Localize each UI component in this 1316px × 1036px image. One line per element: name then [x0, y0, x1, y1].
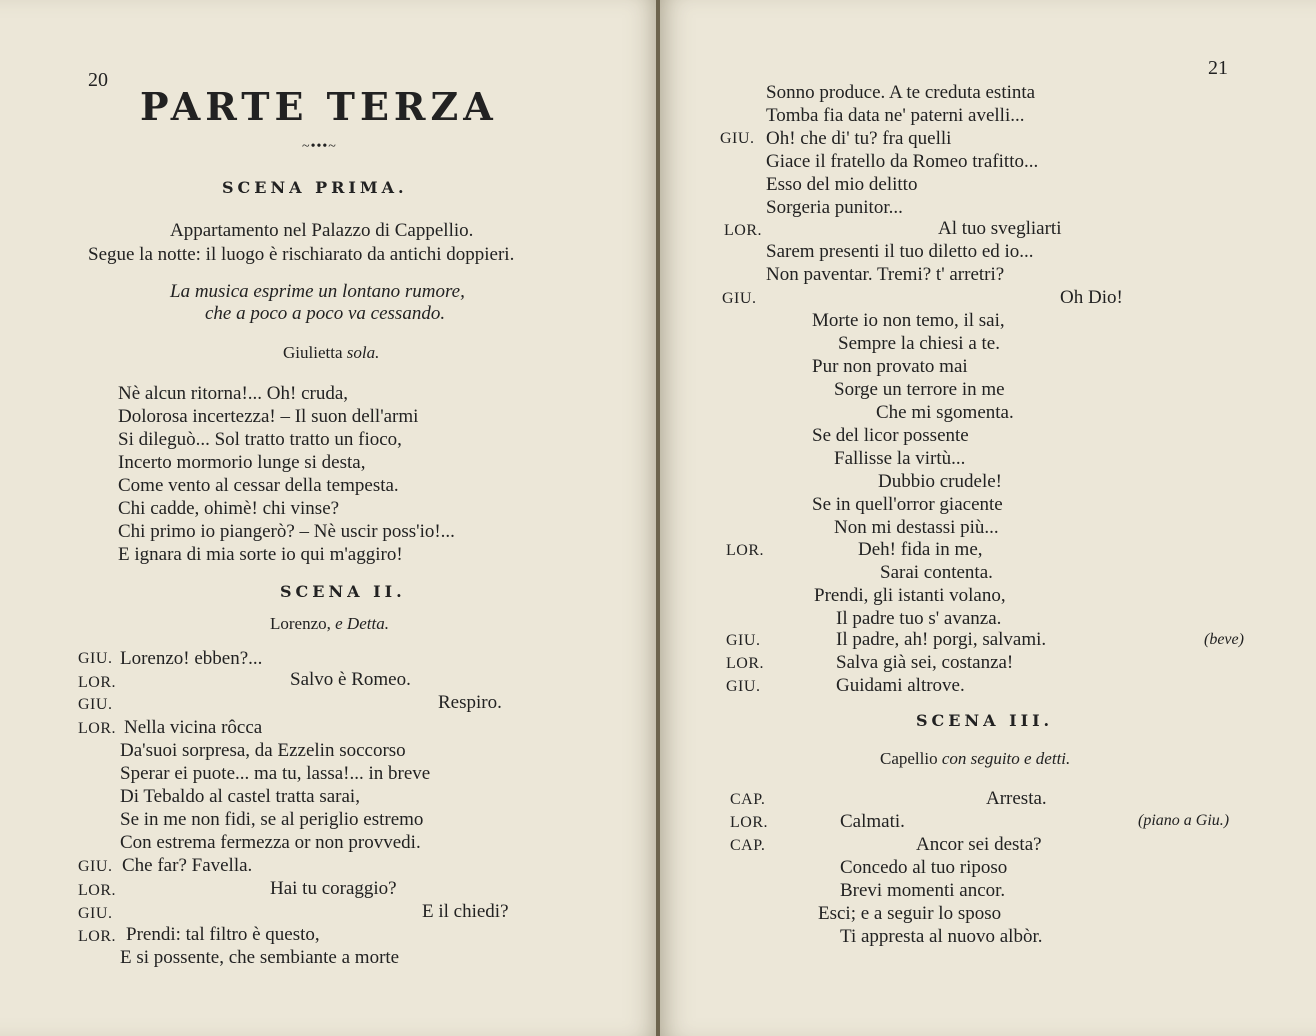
dialogue-line: Ti appresta al nuovo albòr. [840, 926, 1043, 947]
stage-direction: La musica esprime un lontano rumore, [170, 281, 465, 302]
dialogue-line: Di Tebaldo al castel tratta sarai, [120, 786, 360, 807]
dialogue-line: Brevi momenti ancor. [840, 880, 1006, 901]
dialogue-line: Arresta. [986, 788, 1047, 809]
speaker-label: CAP. [730, 791, 766, 808]
dialogue-line: Esci; e a seguir lo sposo [818, 903, 1002, 924]
title-ornament: ~•••~ [302, 139, 337, 154]
dialogue-line: Che mi sgomenta. [876, 402, 1014, 423]
speaker-label: CAP. [730, 837, 766, 854]
speaker-label: LOR. [726, 542, 764, 559]
character-name: Capellio [880, 749, 938, 768]
dialogue-line: Oh! che di' tu? fra quelli [766, 128, 952, 149]
dialogue-line: Pur non provato mai [812, 356, 968, 377]
dialogue-line: Il padre, ah! porgi, salvami. [836, 629, 1047, 650]
dialogue-line: Non paventar. Tremi? t' arretri? [766, 264, 1005, 285]
speaker-label: LOR. [726, 655, 764, 672]
character-note: con seguito e detti. [941, 749, 1071, 768]
speaker-label: GIU. [726, 632, 761, 649]
speaker-label: LOR. [78, 928, 116, 945]
character-note: e Detta. [335, 614, 389, 633]
dialogue-line: Sonno produce. A te creduta estinta [766, 82, 1036, 103]
dialogue-line: Sempre la chiesi a te. [838, 333, 1000, 354]
dialogue-line: Nella vicina rôcca [124, 717, 263, 738]
speaker-label: LOR. [78, 674, 116, 691]
speaker-label: GIU. [78, 858, 113, 875]
dialogue-line: Che far? Favella. [122, 855, 253, 876]
dialogue-line: Se del licor possente [812, 425, 969, 446]
dialogue-line: E il chiedi? [422, 901, 509, 922]
dialogue-line: Da'suoi sorpresa, da Ezzelin soccorso [120, 740, 406, 761]
dialogue-line: Al tuo svegliarti [938, 218, 1062, 239]
dialogue-line: Il padre tuo s' avanza. [836, 608, 1002, 629]
stage-setting: Appartamento nel Palazzo di Cappellio. [170, 220, 474, 241]
dialogue-line: Giace il fratello da Romeo trafitto... [766, 151, 1039, 172]
verse-line: Chi primo io piangerò? – Nè uscir poss'io!... [118, 521, 455, 542]
right-page [660, 0, 1316, 1036]
dialogue-line: Con estrema fermezza or non provvedi. [120, 832, 421, 853]
character-name: Lorenzo, [270, 614, 331, 633]
character-note: sola. [346, 343, 380, 362]
dialogue-line: Sarai contenta. [880, 562, 993, 583]
verse-line: Chi cadde, ohimè! chi vinse? [118, 498, 340, 519]
stage-direction: che a poco a poco va cessando. [205, 303, 446, 324]
dialogue-line: Se in quell'orror giacente [812, 494, 1003, 515]
speaker-label: LOR. [78, 720, 116, 737]
verse-line: Nè alcun ritorna!... Oh! cruda, [118, 383, 349, 404]
dialogue-line: Salva già sei, costanza! [836, 652, 1014, 673]
stage-setting: Segue la notte: il luogo è rischiarato da antichi doppieri. [88, 244, 515, 265]
speaker-label: GIU. [722, 290, 757, 307]
verse-line: Si dileguò... Sol tratto tratto un fioco, [118, 429, 402, 450]
scene-heading: SCENA II. [280, 582, 406, 601]
stage-direction: (beve) [1204, 631, 1244, 648]
speaker-label: GIU. [720, 130, 755, 147]
dialogue-line: Sorge un terrore in me [834, 379, 1005, 400]
dialogue-line: Ancor sei desta? [916, 834, 1042, 855]
character-list [880, 750, 1070, 767]
dialogue-line: Prendi: tal filtro è questo, [126, 924, 320, 945]
dialogue-line: Respiro. [438, 692, 502, 713]
speaker-label: GIU. [726, 678, 761, 695]
dialogue-line: Sarem presenti il tuo diletto ed io... [766, 241, 1034, 262]
speaker-label: GIU. [78, 650, 113, 667]
dialogue-line: Lorenzo! ebben?... [120, 648, 263, 669]
verse-line: Dolorosa incertezza! – Il suon dell'armi [118, 406, 419, 427]
dialogue-line: Non mi destassi più... [834, 517, 999, 538]
dialogue-line: Tomba fia data ne' paterni avelli... [766, 105, 1025, 126]
dialogue-line: Dubbio crudele! [878, 471, 1002, 492]
dialogue-line: Se in me non fidi, se al periglio estremo [120, 809, 424, 830]
speaker-label: GIU. [78, 696, 113, 713]
verse-line: Incerto mormorio lunge si desta, [118, 452, 366, 473]
page-number: 20 [88, 69, 108, 91]
speaker-label: LOR. [724, 222, 762, 239]
dialogue-line: Concedo al tuo riposo [840, 857, 1008, 878]
dialogue-line: Calmati. [840, 811, 905, 832]
character-list [283, 344, 379, 361]
dialogue-line: E si possente, che sembiante a morte [120, 947, 400, 968]
dialogue-line: Fallisse la virtù... [834, 448, 966, 469]
speaker-label: LOR. [78, 882, 116, 899]
verse-line: Come vento al cessar della tempesta. [118, 475, 399, 496]
speaker-label: LOR. [730, 814, 768, 831]
dialogue-line: Guidami altrove. [836, 675, 965, 696]
dialogue-line: Hai tu coraggio? [270, 878, 397, 899]
scene-heading: SCENA III. [916, 711, 1054, 730]
page-number: 21 [1208, 57, 1228, 79]
part-title: PARTE TERZA [140, 84, 498, 129]
scene-heading: SCENA PRIMA. [222, 178, 408, 197]
stage-direction: (piano a Giu.) [1138, 812, 1230, 829]
dialogue-line: Sperar ei puote... ma tu, lassa!... in breve [120, 763, 431, 784]
dialogue-line: Esso del mio delitto [766, 174, 918, 195]
dialogue-line: Sorgeria punitor... [766, 197, 903, 218]
character-list [270, 615, 389, 632]
dialogue-line: Deh! fida in me, [858, 539, 983, 560]
verse-line: E ignara di mia sorte io qui m'aggiro! [118, 544, 403, 565]
dialogue-line: Oh Dio! [1060, 287, 1123, 308]
character-name: Giulietta [283, 343, 343, 362]
dialogue-line: Salvo è Romeo. [290, 669, 411, 690]
dialogue-line: Prendi, gli istanti volano, [814, 585, 1006, 606]
dialogue-line: Morte io non temo, il sai, [812, 310, 1005, 331]
speaker-label: GIU. [78, 905, 113, 922]
